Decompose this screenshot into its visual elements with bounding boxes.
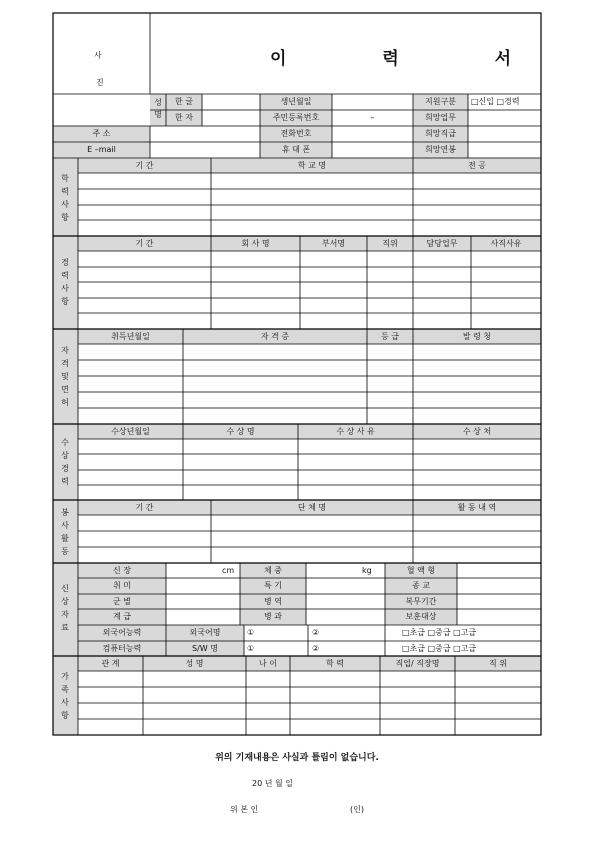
signature-date: 20 년 월 일 (252, 779, 293, 788)
career-header-duty: 담당업무 (426, 239, 458, 248)
height-unit: cm (222, 566, 235, 575)
hope-salary-label: 희망연봉 (425, 145, 456, 154)
family-header-job: 직업/ 직장명 (395, 659, 440, 668)
special-label: 특 기 (264, 581, 282, 590)
license-header-issuer: 발 령 청 (462, 332, 492, 341)
family-header-name: 성 명 (185, 659, 204, 668)
weight-label: 체 중 (264, 566, 282, 575)
hangul-label: 한 글 (175, 97, 193, 106)
foreign-option-2: ② (312, 628, 320, 637)
military-label: 군 별 (113, 597, 131, 606)
foreign-label: 외국어능력 (102, 628, 142, 637)
phone-label: 전화번호 (280, 129, 312, 138)
hope-position-label: 희망직급 (425, 129, 456, 138)
family-section-label: 가 족 사 항 (61, 672, 69, 720)
birth-label: 생년월일 (280, 97, 312, 106)
career-header-dept: 부서명 (321, 239, 346, 248)
declaration-statement: 위의 기재내용은 사실과 틀림이 없습니다. (215, 753, 379, 763)
award-header-date: 수상년월일 (111, 427, 150, 436)
sw-option-2: ② (312, 644, 320, 653)
branch-label: 병 과 (264, 612, 282, 621)
resident-dash: – (370, 113, 375, 122)
family-header-education: 학 력 (326, 659, 344, 668)
computer-label: 컴퓨터능력 (102, 644, 142, 653)
hobby-label: 취 미 (113, 581, 131, 590)
seal-label: (인) (350, 805, 364, 814)
signer-label: 위 본 인 (230, 805, 259, 814)
sw-option-1: ① (247, 644, 255, 653)
mobile-label: 휴 대 폰 (281, 145, 311, 154)
foreign-levels[interactable]: □초급 □중급 □고급 (402, 628, 477, 637)
edu-header-period: 기 간 (135, 161, 154, 170)
license-header-date: 취득년월일 (111, 332, 150, 341)
photo-label-2: 진 (96, 78, 104, 87)
edu-header-major: 전 공 (468, 161, 486, 170)
service-period-label: 복무기간 (405, 597, 437, 606)
career-header-position: 직위 (382, 239, 398, 248)
volunteer-header-period: 기 간 (135, 503, 154, 512)
license-header-grade: 등 급 (381, 332, 399, 341)
foreign-name-label: 외국어명 (189, 628, 221, 637)
service-label: 병 역 (264, 597, 282, 606)
hope-job-label: 희망업무 (425, 113, 456, 122)
award-header-reason: 수 상 사 유 (336, 427, 375, 436)
career-header-reason: 사직사유 (490, 239, 522, 248)
name-group-label: 성 명 (154, 98, 162, 119)
edu-header-school: 학 교 명 (297, 161, 327, 170)
family-header-relation: 관 계 (101, 659, 120, 668)
volunteer-section-label: 봉 사 활 동 (61, 508, 69, 556)
resident-no-label: 주민등록번호 (272, 113, 320, 122)
sw-name-label: S/W 명 (192, 644, 218, 653)
award-header-name: 수 상 명 (226, 427, 255, 436)
career-header-company: 회 사 명 (241, 239, 270, 248)
apply-type-label: 지원구분 (425, 97, 456, 106)
address-label: 주 소 (92, 129, 111, 138)
career-header-period: 기 간 (135, 239, 154, 248)
computer-levels[interactable]: □초급 □중급 □고급 (402, 644, 477, 653)
rank-label: 계 급 (113, 612, 131, 621)
religion-label: 종 교 (412, 581, 430, 590)
awards-section-label: 수 상 경 력 (61, 438, 69, 486)
family-header-age: 나 이 (259, 659, 277, 668)
license-section-label: 자 격 및 면 허 (61, 346, 69, 407)
photo-label-1: 사 (94, 51, 102, 60)
weight-unit: kg (362, 566, 372, 575)
page-title: 이 력 서 (270, 49, 557, 69)
license-header-cert: 자 격 증 (260, 332, 290, 341)
award-header-org: 수 상 처 (462, 427, 492, 436)
blood-label: 혈 액 형 (406, 566, 436, 575)
education-section-label: 학 력 사 항 (61, 174, 69, 222)
career-section-label: 경 력 사 항 (61, 258, 69, 306)
family-header-position: 직 위 (489, 659, 507, 668)
apply-options[interactable]: □신입 □경력 (471, 97, 520, 106)
volunteer-header-org: 단 체 명 (297, 503, 327, 512)
height-label: 신 장 (113, 566, 131, 575)
hanja-label: 한 자 (175, 113, 193, 122)
personal-details-section-label: 신 상 자 료 (61, 584, 69, 632)
foreign-option-1: ① (247, 628, 255, 637)
volunteer-header-activity: 활 동 내 역 (457, 503, 497, 512)
veteran-label: 보훈대상 (405, 612, 437, 621)
email-label: E –mail (87, 145, 116, 154)
